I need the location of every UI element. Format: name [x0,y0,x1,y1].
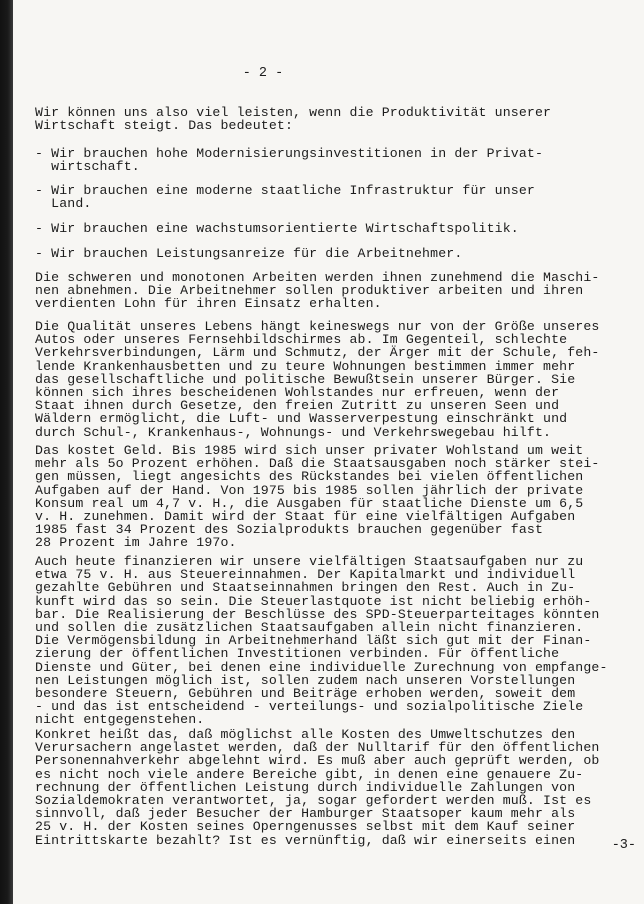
text-line: Wir können uns also viel leisten, wenn die Produktivität unserer [35,105,552,120]
text-line: Dienste und Güter, bei denen eine individuelle Zurechnung von empfange- [35,659,608,675]
text-line: gen müssen, liegt angesichts des Rückstandes bei vielen öffentlichen [35,469,584,485]
text-line: verdienten Lohn für ihren Einsatz erhalten. [35,296,382,312]
text-line: Konkret heißt das, daß möglichst alle Kosten des Umweltschutzes den [35,727,576,742]
text-line: durch Schul-, Krankenhaus-, Wohnungs- und Verkehrswegebau hilft. [35,424,552,440]
paragraph-quality-of-life [35,320,599,439]
text-line: - und das ist entscheidend - verteilungs- und sozialpolitische Ziele [35,699,584,715]
bullet-incentives [35,247,462,260]
text-line: Wäldern ermöglicht, die Luft- und Wasserverpestung einschränkt und [35,411,568,427]
text-line: Aufgaben auf der Hand. Von 1975 bis 1985 sollen jährlich der private [35,482,584,498]
document-page [13,0,644,904]
text-line: bar. Die Realisierung der Beschlüsse des SPD-Steuerparteitages könnten [35,606,600,622]
text-line: zierung der öffentlichen Investitionen verbinden. Für öffentliche [35,646,560,662]
text-line: v. H. zunehmen. Damit wird der Staat für eine vielfältigen Aufgaben [35,509,576,525]
text-line: Staat ihnen durch Gesetze, den freien Zutritt zu unseren Seen und [35,398,560,414]
text-line: Konsum real um 4,7 v. H., die Ausgaben für staatliche Dienste um 6,5 [35,495,584,511]
text-line: 1985 fast 34 Prozent des Sozialprodukts brauchen gegenüber fast [35,522,544,538]
text-line: kunft wird das so sein. Die Steuerlastquote ist nicht beliebig erhöh- [35,593,592,609]
paragraph-productivity [35,106,551,132]
text-line: nen Leistungen möglich ist, sollen zudem nach unseren Vorstellungen [35,672,576,688]
text-line: lende Krankenhausbetten und zu teure Wohnungen bestimmen immer mehr [35,358,576,374]
text-line: das gesellschaftliche und politische Bewußtsein unserer Bürger. Sie [35,371,576,387]
text-line: nicht entgegenstehen. [35,712,205,728]
text-line: gezahlte Gebühren und Staatseinnahmen bringen den Rest. Auch in Zu- [35,580,576,596]
text-line: Die Vermögensbildung in Arbeitnehmerhand läßt sich gut mit der Finan- [35,633,592,649]
bullet-infrastructure [35,184,535,210]
paragraph-financing [35,555,608,727]
text-line: - Wir brauchen hohe Modernisierungsinvestitionen in der Privat- [35,146,544,161]
text-line: etwa 75 v. H. aus Steuereinnahmen. Der Kapitalmarkt und individuell [35,567,576,583]
text-line: Personennahverkehr abgelehnt wird. Es muß aber auch geprüft werden, ob [35,753,600,769]
text-line: - Wir brauchen eine wachstumsorientierte Wirtschaftspolitik. [35,221,519,236]
next-page-marker: -3- [611,838,636,853]
text-line: Die Qualität unseres Lebens hängt keineswegs nur von der Größe unseres [35,319,600,334]
paragraph-costs [35,444,599,550]
text-line: - Wir brauchen eine moderne staatliche Infrastruktur für unser [35,183,535,198]
scan-left-edge [0,0,13,904]
text-line: 25 v. H. der Kosten seines Operngenusses selbst mit dem Kauf seiner [35,819,576,835]
text-line: Die schweren und monotonen Arbeiten werden ihnen zunehmend die Maschi- [35,270,600,285]
text-line: rechnung der öffentlichen Leistung durch individuelle Zahlungen von [35,779,576,795]
text-line: besondere Steuern, Gebühren und Beiträge erhoben werden, soweit dem [35,686,576,702]
text-line: Sozialdemokraten verantwortet, ja, sogar gefordert werden muß. Ist es [35,793,592,809]
text-line: Wirtschaft steigt. Das bedeutet: [35,118,294,134]
text-line: Das kostet Geld. Bis 1985 wird sich unser privater Wohlstand um weit [35,443,584,458]
bullet-modernization [35,147,543,173]
text-line: Land. [35,196,92,212]
paragraph-concretely [35,728,599,847]
text-line: Auch heute finanzieren wir unsere vielfältigen Staatsaufgaben nur zu [35,554,584,569]
text-line: - Wir brauchen Leistungsanreize für die Arbeitnehmer. [35,246,463,261]
bullet-economic-policy [35,222,519,235]
text-line: und sollen die zusätzlichen Staatsaufgaben allein nicht finanzieren. [35,620,584,636]
text-line: mehr als 5o Prozent erhöhen. Daß die Staatsausgaben noch stärker stei- [35,456,600,472]
text-line: Verursachern angelastet werden, daß der Nulltarif für den öffentlichen [35,740,600,756]
text-line: können sich ihres bescheidenen Wohlstandes nur erfreuen, wenn der [35,385,560,401]
text-line: Verkehrsverbindungen, Lärm und Schmutz, der Ärger mit der Schule, feh- [35,345,600,361]
text-line: Eintrittskarte bezahlt? Ist es vernünftig, daß wir einerseits einen [35,832,576,848]
text-line: 28 Prozent im Jahre 197o. [35,535,237,551]
text-line: Autos oder unseres Fernsehbildschirmes ab. Im Gegenteil, schlechte [35,332,568,348]
text-line: nen abnehmen. Die Arbeitnehmer sollen produktiver arbeiten und ihren [35,283,584,299]
text-line: es nicht noch viele andere Bereiche gibt, in denen eine genauere Zu- [35,766,584,782]
paragraph-machines [35,271,599,311]
page-number: - 2 - [242,66,284,81]
text-line: wirtschaft. [35,159,140,175]
text-line: sinnvoll, daß jeder Besucher der Hamburger Staatsoper kaum mehr als [35,806,576,822]
